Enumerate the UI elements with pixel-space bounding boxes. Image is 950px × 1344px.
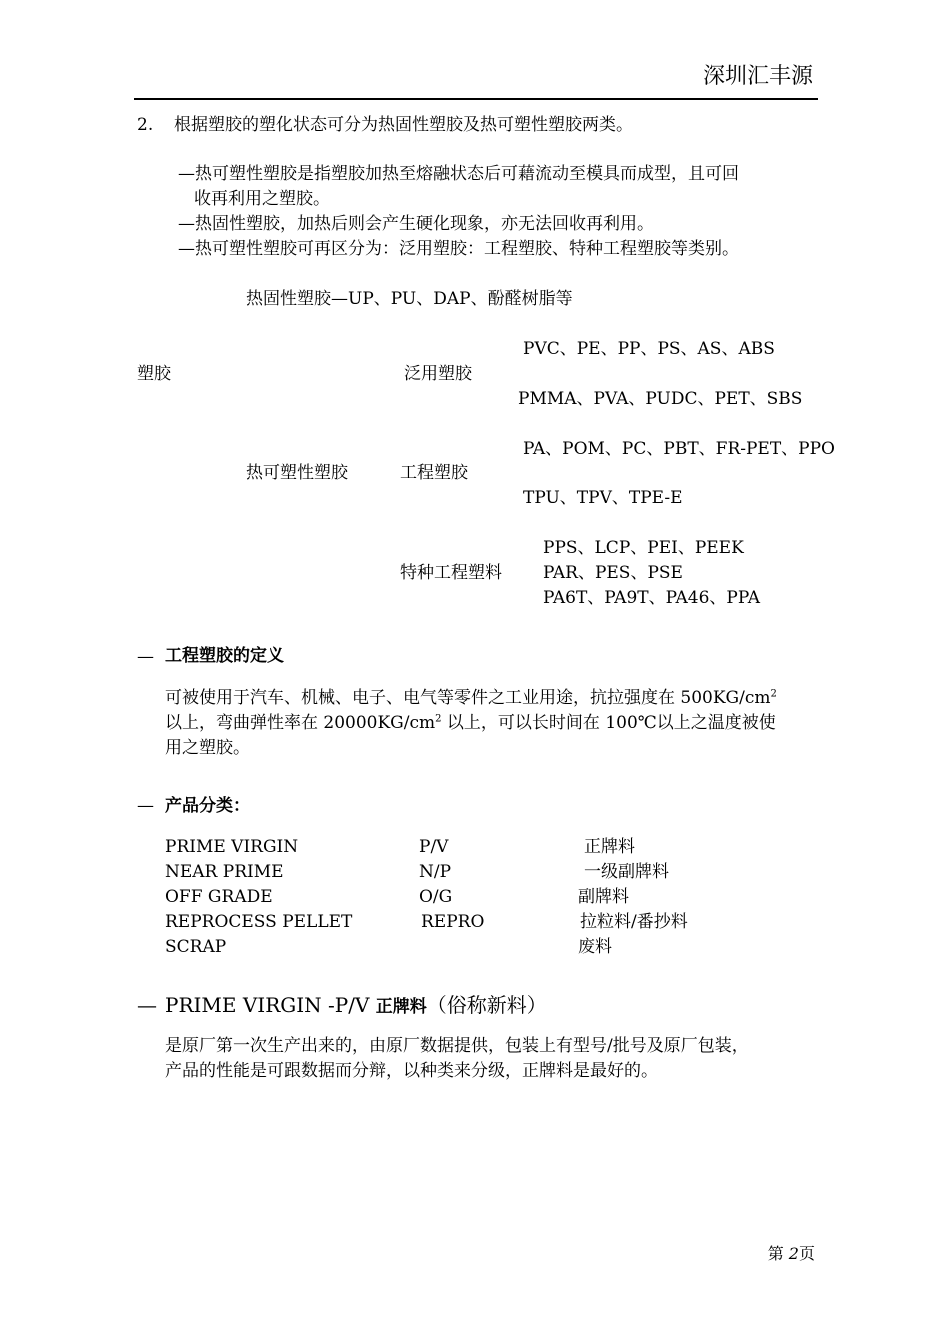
grade-abbr: REPRO [421,912,485,932]
grade-abbr: O/G [419,887,453,907]
header-rule [134,98,818,100]
bullet-1-line-1: —热可塑性塑胶是指塑胶加热至熔融状态后可藉流动至模具而成型，且可回 [178,164,739,184]
prime-dash: — [137,993,157,1017]
tree-engineering-item: TPU、TPV、TPE-E [523,488,683,508]
grade-english: NEAR PRIME [165,862,284,882]
bullet-3: —热可塑性塑胶可再区分为：泛用塑胶：工程塑胶、特种工程塑胶等类别。 [178,239,739,259]
definition-line-1 [165,690,777,707]
page-prefix: 第 [767,1244,784,1263]
grade-abbr: N/P [419,862,452,882]
superscript: 2 [435,713,442,725]
tree-general-item: PVC、PE、PP、PS、AS、ABS [523,339,775,359]
tree-special-item: PPS、LCP、PEI、PEEK [543,538,744,558]
classification-dash: — [137,796,154,816]
page-number [768,1246,815,1262]
tree-engineering-item: PA、POM、PC、PBT、FR-PET、PPO [523,439,835,459]
page-value: 2 [788,1244,799,1263]
grade-abbr: P/V [419,837,449,857]
tree-engineering: 工程塑胶 [400,463,468,483]
grade-english: PRIME VIRGIN [165,837,299,857]
grade-chinese: 正牌料 [584,837,635,857]
grade-chinese: 拉粒料/番抄料 [580,912,688,932]
prime-title-cn: 正牌料 [375,997,427,1017]
prime-title-note: （俗称新料） [426,993,547,1017]
company-name: 深圳汇丰源 [703,64,814,89]
prime-line-2: 产品的性能是可跟数据而分辩，以种类来分级，正牌料是最好的。 [165,1061,658,1081]
definition-line-2 [165,715,776,732]
tree-thermoplastic: 热可塑性塑胶 [246,463,348,483]
grade-english: SCRAP [165,937,227,957]
tree-special: 特种工程塑料 [400,563,502,583]
section-heading: 根据塑胶的塑化状态可分为热固性塑胶及热可塑性塑胶两类。 [174,115,633,135]
definition-line-2-tail: 以上，可以长时间在 100℃以上之温度被使 [441,713,776,733]
tree-thermoset: 热固性塑胶—UP、PU、DAP、酚醛树脂等 [246,289,573,309]
section-number: 2. [137,115,154,135]
prime-line-1: 是原厂第一次生产出来的，由原厂数据提供，包装上有型号/批号及原厂包装， [165,1036,749,1056]
definition-line-1-text: 可被使用于汽车、机械、电子、电气等零件之工业用途，抗拉强度在 500KG/cm [165,688,771,708]
bullet-2: —热固性塑胶，加热后则会产生硬化现象，亦无法回收再利用。 [178,214,654,234]
grade-english: REPROCESS PELLET [165,912,353,932]
grade-chinese: 一级副牌料 [584,862,669,882]
superscript: 2 [770,688,777,700]
prime-title-en: PRIME VIRGIN -P/V [165,993,370,1017]
tree-special-item: PA6T、PA9T、PA46、PPA [543,588,760,608]
bullet-1-line-2: 收再利用之塑胶。 [194,189,330,209]
classification-title: 产品分类： [165,796,250,816]
prime-title [165,995,547,1016]
definition-line-3: 用之塑胶。 [165,738,250,758]
definition-line-2-text: 以上，弯曲弹性率在 20000KG/cm [165,713,436,733]
tree-root: 塑胶 [137,364,171,384]
definition-title: 工程塑胶的定义 [165,646,284,666]
tree-general-item: PMMA、PVA、PUDC、PET、SBS [518,389,803,409]
grade-chinese: 废料 [578,937,612,957]
grade-chinese: 副牌料 [578,887,629,907]
grade-english: OFF GRADE [165,887,273,907]
tree-general: 泛用塑胶 [404,364,472,384]
page-suffix: 页 [798,1244,815,1263]
definition-dash: — [137,647,154,667]
tree-special-item: PAR、PES、PSE [543,563,683,583]
